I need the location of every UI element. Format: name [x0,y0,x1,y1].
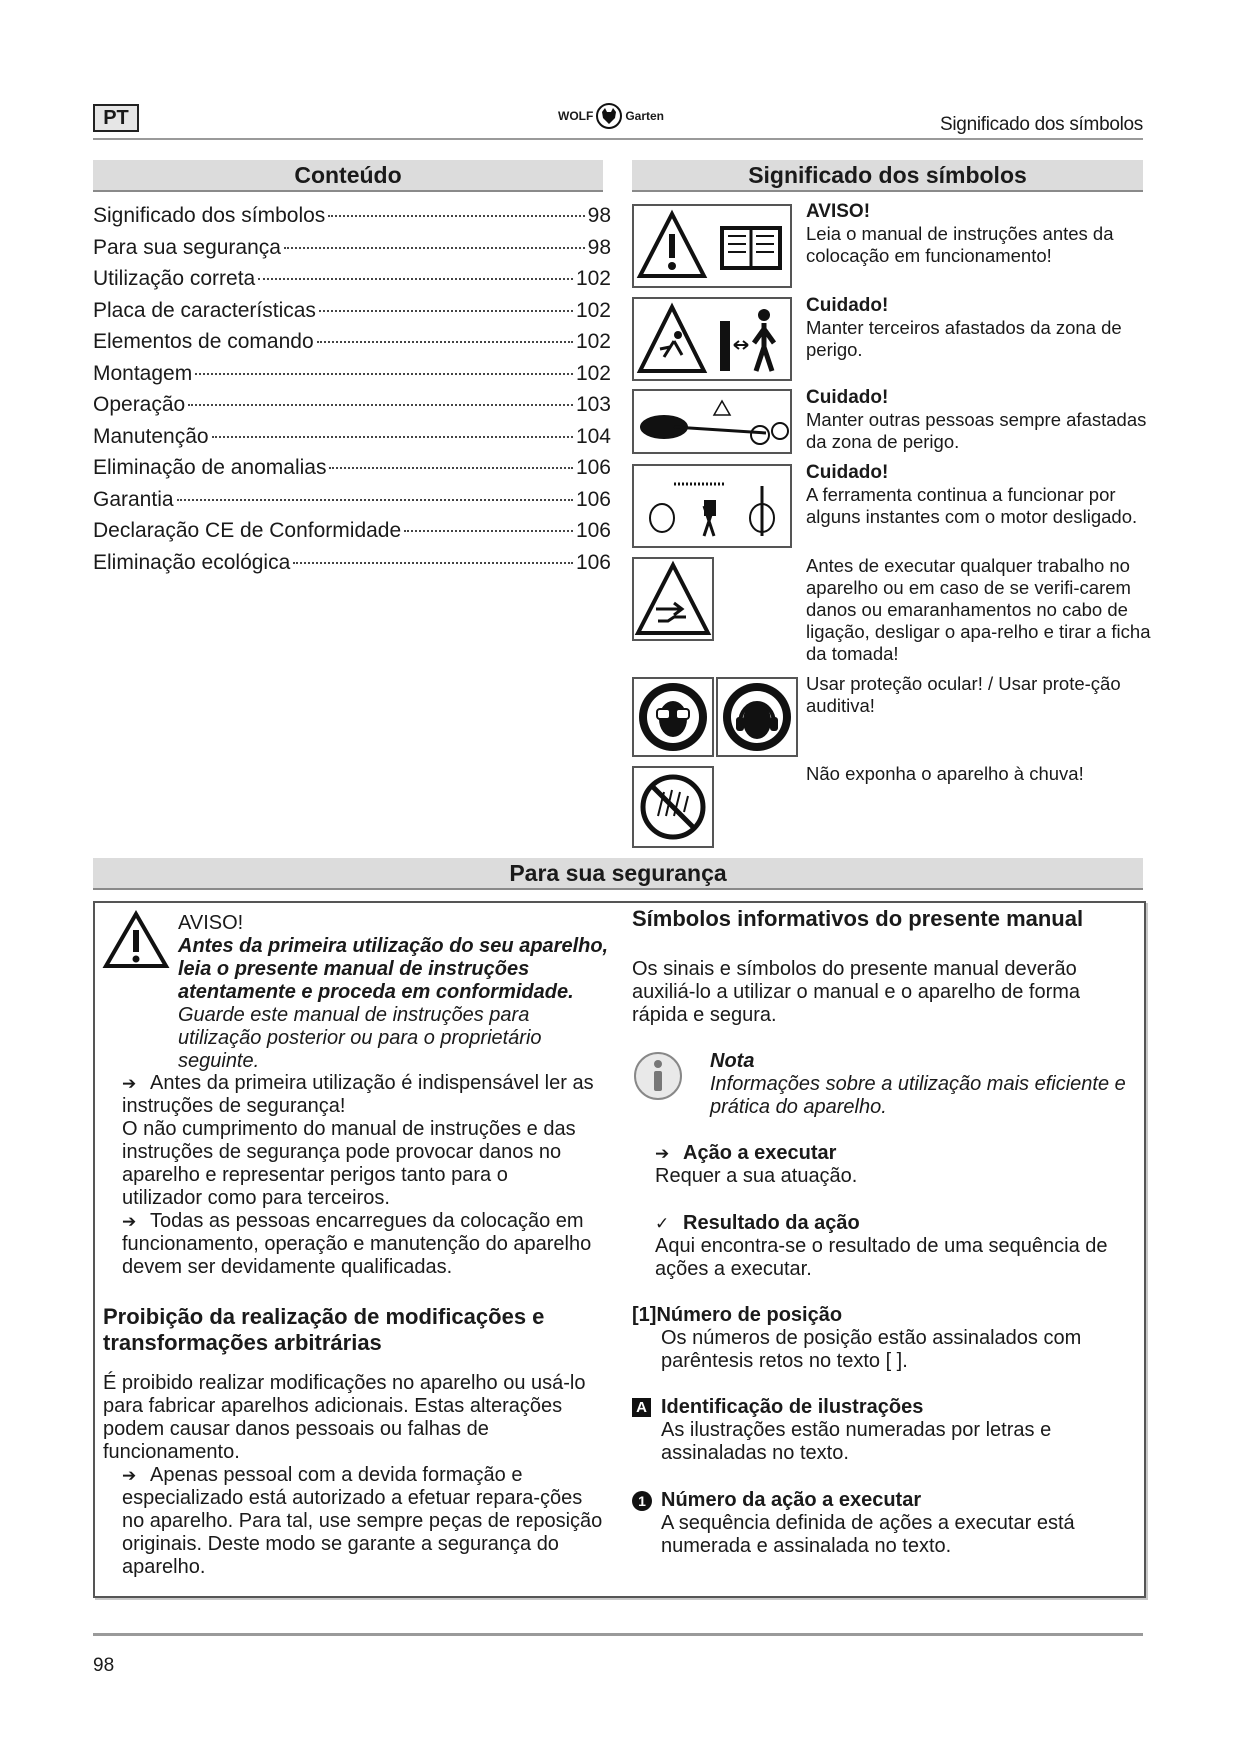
symbol-read-manual [632,204,792,288]
warning-triangle-icon [102,910,170,970]
table-of-contents [93,204,611,582]
warning-book-icon [634,206,790,286]
result-description: Aqui encontra-se o resultado de uma sequência de ações a executar. [655,1235,1108,1280]
safety-warning: AVISO! Antes da primeira utilização do seu aparelho, leia o presente manual de instruções atentamente e proceda em conformidade. Guarde este manual de instruções para utilização posterior ou para o proprietário seguinte. [178,912,609,1072]
logo-left-text: WOLF [558,109,594,123]
symbol-7-text: Não exponha o aparelho à chuva! [806,763,1084,784]
toc-title: Conteúdo [93,160,603,192]
info-intro: Os sinais e símbolos do presente manual deverão auxiliá-lo a utilizar o manual e o aparelho de forma rápida e segura. [632,958,1081,1026]
toc-item[interactable]: Placa de características 102 [93,298,611,322]
toc-item[interactable]: Significado dos símbolos 98 [93,204,611,227]
result-item: ✓ Resultado da ação [655,1212,860,1234]
position-description: Os números de posição estão assinalados com parêntesis retos no texto [ ]. [661,1327,1082,1372]
language-badge: PT [93,104,139,132]
header-divider [93,138,1143,140]
symbol-5-text: Antes de executar qualquer trabalho no aparelho ou em caso de se verifi-carem danos ou emaranhamentos no cabo de ligação, desligar o apa-relho e tirar a ficha da tomada! [806,555,1151,664]
action-description: Requer a sua atuação. [655,1165,858,1187]
symbol-keep-away [632,297,792,381]
symbol-tool-runs-on [632,464,792,548]
toc-item[interactable]: Declaração CE de Conformidade 106 [93,519,611,542]
modifications-heading: Proibição da realização de modificações e transformações arbitrárias [103,1304,545,1355]
arrow-icon: ➔ [655,1144,670,1163]
symbol-1-text: AVISO! Leia o manual de instruções antes da colocação em funcionamento! [806,201,1114,266]
position-item: [1]Número de posição [632,1304,843,1326]
toc-item[interactable]: Manutenção 104 [93,424,611,448]
wolf-logo-icon [596,103,622,129]
modifications-paragraph: É proibido realizar modificações no aparelho ou usá-lo para fabricar aparelhos adicionais. Estas alterações podem causar danos pessoais ou falhas de funcionamento. [103,1372,586,1463]
symbol-3-text: Cuidado! Manter outras pessoas sempre afastadas da zona de perigo. [806,387,1147,452]
rotating-tool-icon [634,466,790,546]
no-rain-icon [634,768,712,846]
modifications-bullet: ➔ Apenas pessoal com a devida formação e especializado está autorizado a efetuar repara-ções no aparelho. Para tal, use sempre peças de reposição originais. Deste modo se garante a segurança do aparelho. [122,1464,603,1578]
check-icon: ✓ [655,1214,670,1233]
arrow-icon: ➔ [122,1212,137,1231]
symbol-ear-protection [716,677,798,757]
illustration-description: As ilustrações estão numeradas por letras e assinaladas no texto. [661,1419,1052,1464]
toc-item[interactable]: Operação 103 [93,393,611,416]
trimmer-distance-icon [634,391,790,452]
toc-item[interactable]: Utilização correta 102 [93,267,611,290]
symbol-4-text: Cuidado! A ferramenta continua a funcionar por alguns instantes com o motor desligado. [806,462,1138,527]
number-marker-icon: 1 [632,1491,652,1511]
toc-item[interactable]: Eliminação ecológica 106 [93,550,611,574]
toc-item[interactable]: Elementos de comando 102 [93,330,611,353]
toc-item[interactable]: Garantia 106 [93,487,611,511]
header-section-title: Significado dos símbolos [940,114,1143,135]
safety-title: Para sua segurança [93,858,1143,890]
brand-logo [558,102,664,130]
action-item: ➔ Ação a executar [655,1142,837,1164]
symbol-unplug [632,557,714,641]
safety-bullet-1: ➔ Antes da primeira utilização é indispensável ler as instruções de segurança! [122,1072,594,1117]
step-number-item: 1 Número da ação a executar [632,1489,1132,1512]
symbols-title: Significado dos símbolos [632,160,1143,192]
symbol-no-rain [632,766,714,848]
safety-paragraph-1: O não cumprimento do manual de instruções e das instruções de segurança pode provocar danos no aparelho e representar perigos tanto para o utilizador como para terceiros. [122,1118,576,1209]
footer-divider [93,1633,1143,1636]
info-note-icon [632,1050,684,1102]
unplug-warning-icon [634,559,712,639]
illustration-item: A Identificação de ilustrações [632,1396,1132,1419]
symbol-distance [632,389,792,454]
page-number: 98 [93,1655,115,1676]
toc-item[interactable]: Montagem 102 [93,361,611,385]
info-symbols-heading: Símbolos informativos do presente manual [632,906,1084,931]
step-number-description: A sequência definida de ações a executar está numerada e assinalada no texto. [661,1512,1075,1557]
toc-item[interactable]: Eliminação de anomalias 106 [93,456,611,479]
eye-protection-icon [634,679,712,755]
arrow-icon: ➔ [122,1074,137,1093]
arrow-icon: ➔ [122,1466,137,1485]
toc-item[interactable]: Para sua segurança 98 [93,235,611,259]
symbol-2-text: Cuidado! Manter terceiros afastados da zona de perigo. [806,295,1122,360]
symbol-6-text: Usar proteção ocular! / Usar prote-ção auditiva! [806,673,1121,716]
safety-bullet-2: ➔ Todas as pessoas encarregues da colocação em funcionamento, operação e manutenção do aparelho devem ser devidamente qualificadas. [122,1210,592,1278]
letter-marker-icon: A [632,1398,651,1417]
keep-bystanders-away-icon [634,299,790,379]
ear-protection-icon [718,679,796,755]
note-item: Nota Informações sobre a utilização mais eficiente e prática do aparelho. [710,1050,1126,1118]
symbol-eye-protection [632,677,714,757]
logo-right-text: Garten [625,109,665,123]
